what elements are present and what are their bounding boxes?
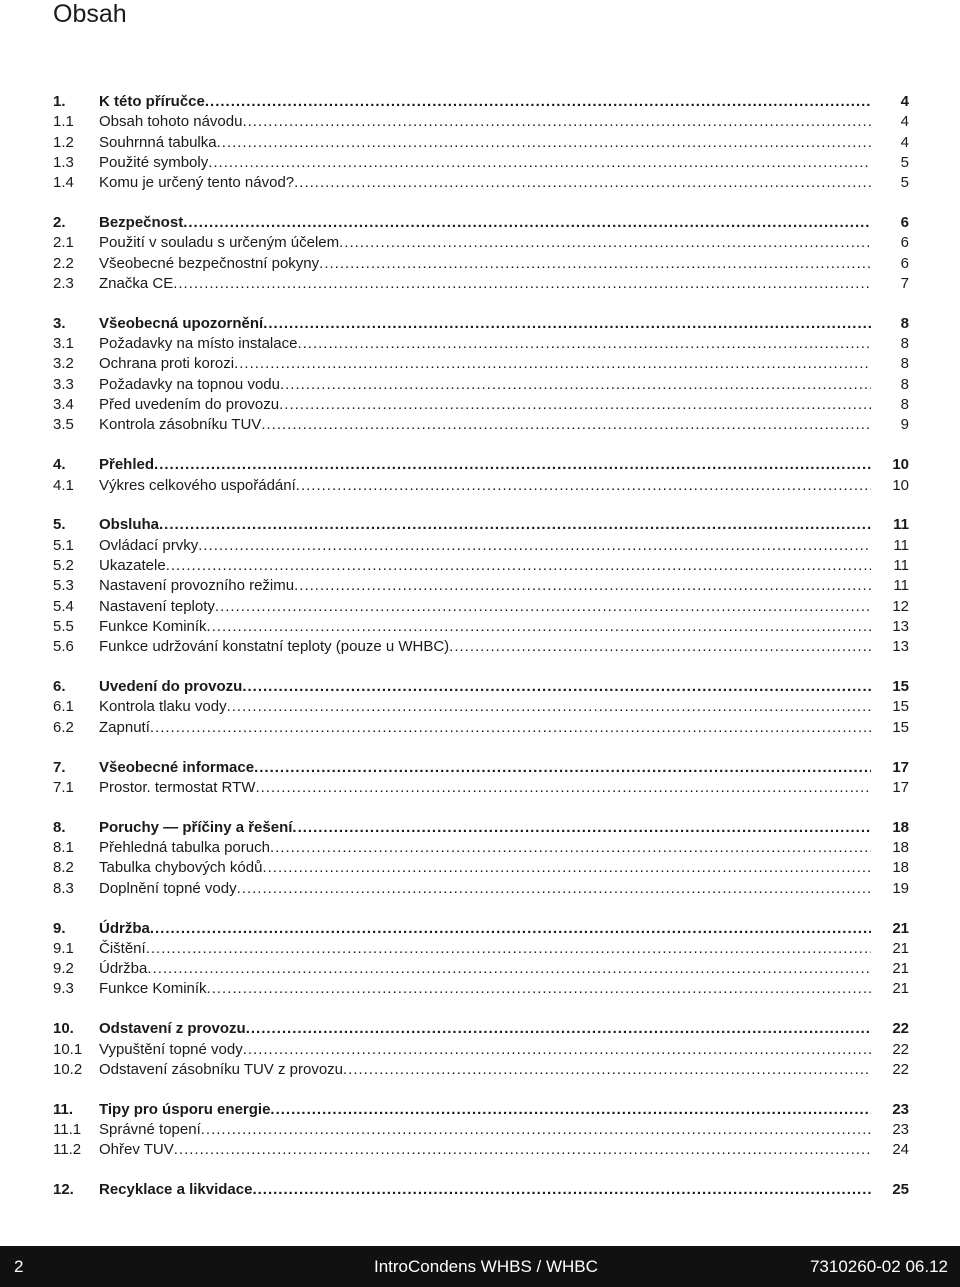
toc-subsection-entry[interactable] bbox=[53, 1040, 909, 1060]
toc-dot-leader bbox=[217, 133, 871, 153]
toc-section bbox=[53, 677, 909, 738]
toc-dot-leader bbox=[449, 637, 871, 657]
toc-subsection-entry[interactable] bbox=[53, 858, 909, 878]
toc-entry-page-number: 21 bbox=[892, 980, 909, 998]
toc-subsection-entry[interactable] bbox=[53, 979, 909, 999]
toc-entry-title: Prostor. termostat RTW bbox=[99, 778, 256, 796]
toc-entry-title: Kontrola tlaku vody bbox=[99, 698, 227, 716]
toc-dot-leader bbox=[261, 415, 871, 435]
toc-entry-title: Použité symboly bbox=[99, 153, 209, 171]
toc-dot-leader bbox=[146, 939, 871, 959]
page-title: Obsah bbox=[53, 0, 127, 28]
toc-dot-leader bbox=[254, 758, 871, 778]
toc-entry-number: 8. bbox=[53, 818, 66, 836]
toc-subsection-entry[interactable] bbox=[53, 415, 909, 435]
toc-dot-leader bbox=[242, 677, 871, 697]
toc-entry-title: Přehled bbox=[99, 456, 155, 474]
toc-entry-page-number: 22 bbox=[892, 1060, 909, 1078]
toc-entry-title: Komu je určený tento návod? bbox=[99, 174, 295, 192]
toc-subsection-entry[interactable] bbox=[53, 939, 909, 959]
toc-dot-leader bbox=[147, 959, 871, 979]
toc-entry-title: Vypuštění topné vody bbox=[99, 1040, 243, 1058]
toc-chapter-entry[interactable] bbox=[53, 92, 909, 112]
toc-entry-title: Údržba bbox=[99, 960, 148, 978]
toc-dot-leader bbox=[252, 1180, 871, 1200]
toc-subsection-entry[interactable] bbox=[53, 112, 909, 132]
toc-section bbox=[53, 758, 909, 799]
toc-entry-page-number: 21 bbox=[892, 919, 909, 937]
toc-entry-number: 7. bbox=[53, 758, 66, 776]
toc-dot-leader bbox=[242, 112, 871, 132]
toc-dot-leader bbox=[205, 92, 871, 112]
toc-entry-page-number: 5 bbox=[900, 153, 909, 171]
toc-dot-leader bbox=[319, 254, 871, 274]
toc-chapter-entry[interactable] bbox=[53, 314, 909, 334]
toc-subsection-entry[interactable] bbox=[53, 274, 909, 294]
toc-entry-title: Nastavení provozního režimu bbox=[99, 577, 295, 595]
toc-dot-leader bbox=[215, 597, 871, 617]
toc-section bbox=[53, 1019, 909, 1080]
toc-entry-number: 12. bbox=[53, 1181, 74, 1199]
toc-entry-title: Použití v souladu s určeným účelem bbox=[99, 234, 340, 252]
toc-entry-number: 7.1 bbox=[53, 778, 74, 796]
toc-subsection-entry[interactable] bbox=[53, 153, 909, 173]
toc-entry-page-number: 4 bbox=[900, 93, 909, 110]
toc-entry-number: 10. bbox=[53, 1020, 74, 1038]
toc-entry-title: Obsluha bbox=[99, 516, 160, 534]
toc-dot-leader bbox=[343, 1060, 871, 1080]
toc-subsection-entry[interactable] bbox=[53, 1060, 909, 1080]
toc-entry-page-number: 13 bbox=[892, 638, 909, 656]
toc-section bbox=[53, 1180, 909, 1200]
toc-entry-number: 1.3 bbox=[53, 153, 74, 171]
toc-entry-number: 8.1 bbox=[53, 839, 74, 857]
toc-entry-number: 3.4 bbox=[53, 396, 74, 414]
toc-entry-page-number: 15 bbox=[892, 698, 909, 716]
toc-chapter-entry[interactable] bbox=[53, 1019, 909, 1039]
toc-entry-page-number: 10 bbox=[892, 456, 909, 474]
toc-subsection-entry[interactable] bbox=[53, 959, 909, 979]
toc-dot-leader bbox=[296, 476, 871, 496]
toc-dot-leader bbox=[255, 778, 871, 798]
toc-subsection-entry[interactable] bbox=[53, 838, 909, 858]
toc-entry-page-number: 15 bbox=[892, 718, 909, 736]
toc-dot-leader bbox=[270, 838, 871, 858]
toc-entry-page-number: 8 bbox=[900, 335, 909, 353]
toc-dot-leader bbox=[173, 274, 871, 294]
toc-entry-title: Ovládací prvky bbox=[99, 536, 199, 554]
toc-subsection-entry[interactable] bbox=[53, 334, 909, 354]
toc-section bbox=[53, 515, 909, 657]
toc-entry-title: Požadavky na místo instalace bbox=[99, 335, 298, 353]
toc-entry-page-number: 21 bbox=[892, 960, 909, 978]
toc-subsection-entry[interactable] bbox=[53, 133, 909, 153]
toc-chapter-entry[interactable] bbox=[53, 677, 909, 697]
toc-entry-title: Odstavení zásobníku TUV z provozu bbox=[99, 1060, 344, 1078]
toc-subsection-entry[interactable] bbox=[53, 1140, 909, 1160]
toc-dot-leader bbox=[263, 314, 871, 334]
toc-dot-leader bbox=[207, 979, 871, 999]
toc-subsection-entry[interactable] bbox=[53, 556, 909, 576]
toc-entry-page-number: 6 bbox=[900, 234, 909, 252]
toc-subsection-entry[interactable] bbox=[53, 476, 909, 496]
page-footer bbox=[0, 1246, 960, 1287]
toc-entry-title: Nastavení teploty bbox=[99, 597, 215, 615]
toc-entry-number: 2.3 bbox=[53, 274, 74, 292]
toc-entry-title: Funkce Kominík bbox=[99, 980, 207, 998]
toc-chapter-entry[interactable] bbox=[53, 515, 909, 535]
toc-subsection-entry[interactable] bbox=[53, 617, 909, 637]
toc-entry-number: 3.5 bbox=[53, 416, 74, 434]
toc-entry-number: 5.2 bbox=[53, 557, 74, 575]
toc-dot-leader bbox=[208, 153, 871, 173]
toc-entry-title: Zapnutí bbox=[99, 718, 150, 736]
toc-entry-page-number: 11 bbox=[893, 536, 909, 554]
toc-entry-title: Funkce Kominík bbox=[99, 617, 207, 635]
toc-dot-leader bbox=[174, 1140, 871, 1160]
toc-dot-leader bbox=[292, 818, 871, 838]
toc-entry-title: Odstavení z provozu bbox=[99, 1020, 246, 1038]
toc-entry-number: 5. bbox=[53, 516, 66, 534]
table-of-contents bbox=[53, 92, 909, 1220]
toc-entry-page-number: 11 bbox=[893, 516, 909, 534]
toc-entry-page-number: 18 bbox=[892, 839, 909, 857]
toc-dot-leader bbox=[154, 455, 871, 475]
toc-entry-page-number: 23 bbox=[892, 1121, 909, 1139]
toc-dot-leader bbox=[150, 919, 871, 939]
toc-entry-number: 1.1 bbox=[53, 113, 74, 131]
toc-dot-leader bbox=[227, 697, 871, 717]
toc-dot-leader bbox=[294, 173, 871, 193]
toc-entry-page-number: 4 bbox=[900, 113, 909, 131]
toc-entry-number: 5.4 bbox=[53, 597, 74, 615]
toc-entry-page-number: 5 bbox=[900, 174, 909, 192]
toc-subsection-entry[interactable] bbox=[53, 576, 909, 596]
toc-entry-page-number: 7 bbox=[900, 274, 909, 292]
toc-entry-page-number: 22 bbox=[892, 1040, 909, 1058]
footer-document-code: 7310260-02 06.12 bbox=[809, 1257, 948, 1276]
toc-entry-number: 6.1 bbox=[53, 698, 74, 716]
toc-chapter-entry[interactable] bbox=[53, 818, 909, 838]
toc-entry-page-number: 17 bbox=[892, 758, 909, 776]
toc-entry-number: 5.6 bbox=[53, 638, 74, 656]
toc-entry-title: Požadavky na topnou vodu bbox=[99, 375, 280, 393]
toc-entry-title: Ukazatele bbox=[99, 557, 166, 575]
toc-entry-page-number: 18 bbox=[892, 859, 909, 877]
toc-entry-title: Značka CE bbox=[99, 274, 174, 292]
toc-entry-title: Tabulka chybových kódů bbox=[99, 859, 263, 877]
toc-entry-number: 11. bbox=[53, 1100, 74, 1118]
toc-section bbox=[53, 314, 909, 436]
toc-dot-leader bbox=[207, 617, 871, 637]
toc-entry-page-number: 11 bbox=[893, 577, 909, 595]
toc-entry-page-number: 8 bbox=[900, 375, 909, 393]
toc-entry-number: 9.1 bbox=[53, 939, 74, 957]
toc-entry-page-number: 17 bbox=[892, 778, 909, 796]
toc-entry-number: 6. bbox=[53, 678, 66, 696]
toc-entry-page-number: 22 bbox=[892, 1020, 909, 1038]
toc-entry-number: 3. bbox=[53, 314, 66, 332]
toc-chapter-entry[interactable] bbox=[53, 213, 909, 233]
footer-page-number: 2 bbox=[14, 1257, 24, 1276]
toc-entry-number: 11.1 bbox=[53, 1121, 82, 1139]
toc-subsection-entry[interactable] bbox=[53, 637, 909, 657]
toc-subsection-entry[interactable] bbox=[53, 173, 909, 193]
toc-entry-number: 5.5 bbox=[53, 617, 74, 635]
toc-dot-leader bbox=[270, 1100, 871, 1120]
toc-entry-title: Ohřev TUV bbox=[99, 1141, 174, 1159]
toc-entry-number: 2.1 bbox=[53, 234, 74, 252]
toc-subsection-entry[interactable] bbox=[53, 536, 909, 556]
toc-entry-number: 8.3 bbox=[53, 879, 74, 897]
toc-entry-number: 9. bbox=[53, 919, 66, 937]
toc-entry-title: Všeobecná upozornění bbox=[99, 314, 264, 332]
toc-entry-title: Před uvedením do provozu bbox=[99, 396, 280, 414]
toc-dot-leader bbox=[297, 334, 871, 354]
toc-entry-number: 5.1 bbox=[53, 536, 74, 554]
toc-entry-title: Doplnění topné vody bbox=[99, 879, 237, 897]
toc-entry-title: K této příručce bbox=[99, 93, 205, 110]
toc-section bbox=[53, 92, 909, 193]
toc-entry-number: 3.2 bbox=[53, 355, 74, 373]
toc-entry-page-number: 8 bbox=[900, 314, 909, 332]
toc-dot-leader bbox=[237, 879, 871, 899]
toc-entry-page-number: 18 bbox=[892, 818, 909, 836]
toc-entry-page-number: 19 bbox=[892, 879, 909, 897]
toc-subsection-entry[interactable] bbox=[53, 233, 909, 253]
toc-dot-leader bbox=[280, 375, 871, 395]
toc-entry-title: Všeobecné bezpečnostní pokyny bbox=[99, 254, 320, 272]
toc-entry-title: Recyklace a likvidace bbox=[99, 1181, 253, 1199]
toc-entry-page-number: 6 bbox=[900, 214, 909, 232]
toc-entry-number: 9.3 bbox=[53, 980, 74, 998]
toc-entry-title: Souhrnná tabulka bbox=[99, 133, 217, 151]
toc-entry-number: 9.2 bbox=[53, 960, 74, 978]
toc-entry-page-number: 10 bbox=[892, 476, 909, 494]
toc-chapter-entry[interactable] bbox=[53, 758, 909, 778]
toc-entry-number: 11.2 bbox=[53, 1141, 82, 1159]
toc-entry-title: Výkres celkového uspořádání bbox=[99, 476, 296, 494]
toc-dot-leader bbox=[201, 1120, 871, 1140]
toc-entry-title: Všeobecné informace bbox=[99, 758, 255, 776]
toc-entry-page-number: 15 bbox=[892, 678, 909, 696]
toc-entry-page-number: 4 bbox=[900, 133, 909, 151]
toc-entry-number: 5.3 bbox=[53, 577, 74, 595]
toc-entry-number: 1.4 bbox=[53, 174, 74, 192]
toc-chapter-entry[interactable] bbox=[53, 1180, 909, 1200]
toc-entry-number: 6.2 bbox=[53, 718, 74, 736]
toc-dot-leader bbox=[159, 515, 871, 535]
toc-entry-title: Obsah tohoto návodu bbox=[99, 113, 243, 131]
toc-subsection-entry[interactable] bbox=[53, 354, 909, 374]
toc-entry-title: Kontrola zásobníku TUV bbox=[99, 416, 262, 434]
toc-dot-leader bbox=[294, 576, 871, 596]
toc-entry-page-number: 11 bbox=[893, 557, 909, 575]
toc-entry-number: 2.2 bbox=[53, 254, 74, 272]
toc-entry-number: 1.2 bbox=[53, 133, 74, 151]
toc-chapter-entry[interactable] bbox=[53, 1100, 909, 1120]
toc-entry-number: 4. bbox=[53, 456, 66, 474]
toc-entry-page-number: 24 bbox=[892, 1141, 909, 1159]
footer-product-name: IntroCondens WHBS / WHBC bbox=[374, 1257, 598, 1276]
toc-section bbox=[53, 1100, 909, 1161]
toc-entry-number: 8.2 bbox=[53, 859, 74, 877]
toc-section bbox=[53, 455, 909, 496]
toc-entry-title: Bezpečnost bbox=[99, 214, 184, 232]
toc-entry-page-number: 13 bbox=[892, 617, 909, 635]
toc-entry-page-number: 8 bbox=[900, 355, 909, 373]
toc-entry-title: Poruchy — příčiny a řešení bbox=[99, 818, 293, 836]
toc-entry-title: Tipy pro úsporu energie bbox=[99, 1100, 271, 1118]
toc-dot-leader bbox=[243, 1040, 871, 1060]
toc-dot-leader bbox=[198, 536, 871, 556]
toc-section bbox=[53, 213, 909, 294]
toc-entry-number: 10.2 bbox=[53, 1060, 83, 1078]
toc-entry-title: Přehledná tabulka poruch bbox=[99, 839, 270, 857]
toc-entry-title: Údržba bbox=[99, 919, 150, 937]
toc-entry-title: Čištění bbox=[99, 939, 146, 957]
toc-subsection-entry[interactable] bbox=[53, 254, 909, 274]
toc-entry-page-number: 25 bbox=[892, 1181, 909, 1199]
toc-subsection-entry[interactable] bbox=[53, 879, 909, 899]
toc-entry-page-number: 9 bbox=[900, 416, 909, 434]
toc-subsection-entry[interactable] bbox=[53, 718, 909, 738]
toc-section bbox=[53, 919, 909, 1000]
toc-subsection-entry[interactable] bbox=[53, 375, 909, 395]
toc-dot-leader bbox=[262, 858, 871, 878]
toc-subsection-entry[interactable] bbox=[53, 778, 909, 798]
toc-subsection-entry[interactable] bbox=[53, 697, 909, 717]
toc-dot-leader bbox=[166, 556, 871, 576]
toc-entry-title: Ochrana proti korozi bbox=[99, 355, 235, 373]
toc-dot-leader bbox=[339, 233, 871, 253]
toc-entry-page-number: 21 bbox=[892, 939, 909, 957]
toc-entry-number: 4.1 bbox=[53, 476, 74, 494]
toc-dot-leader bbox=[234, 354, 871, 374]
toc-chapter-entry[interactable] bbox=[53, 919, 909, 939]
toc-entry-page-number: 12 bbox=[892, 597, 909, 615]
toc-entry-title: Uvedení do provozu bbox=[99, 678, 243, 696]
toc-dot-leader bbox=[279, 395, 871, 415]
toc-dot-leader bbox=[183, 213, 871, 233]
toc-subsection-entry[interactable] bbox=[53, 1120, 909, 1140]
toc-dot-leader bbox=[246, 1019, 871, 1039]
toc-entry-page-number: 23 bbox=[892, 1100, 909, 1118]
toc-entry-number: 3.1 bbox=[53, 335, 74, 353]
toc-entry-title: Funkce udržování konstatní teploty (pouze u WHBC) bbox=[99, 638, 450, 656]
toc-entry-number: 1. bbox=[53, 93, 66, 110]
toc-entry-title: Správné topení bbox=[99, 1121, 201, 1139]
toc-section bbox=[53, 818, 909, 899]
toc-dot-leader bbox=[150, 718, 871, 738]
toc-subsection-entry[interactable] bbox=[53, 395, 909, 415]
toc-entry-number: 2. bbox=[53, 214, 66, 232]
toc-entry-page-number: 6 bbox=[900, 254, 909, 272]
toc-entry-number: 3.3 bbox=[53, 375, 74, 393]
toc-subsection-entry[interactable] bbox=[53, 597, 909, 617]
toc-chapter-entry[interactable] bbox=[53, 455, 909, 475]
toc-entry-number: 10.1 bbox=[53, 1040, 83, 1058]
toc-entry-page-number: 8 bbox=[900, 396, 909, 414]
